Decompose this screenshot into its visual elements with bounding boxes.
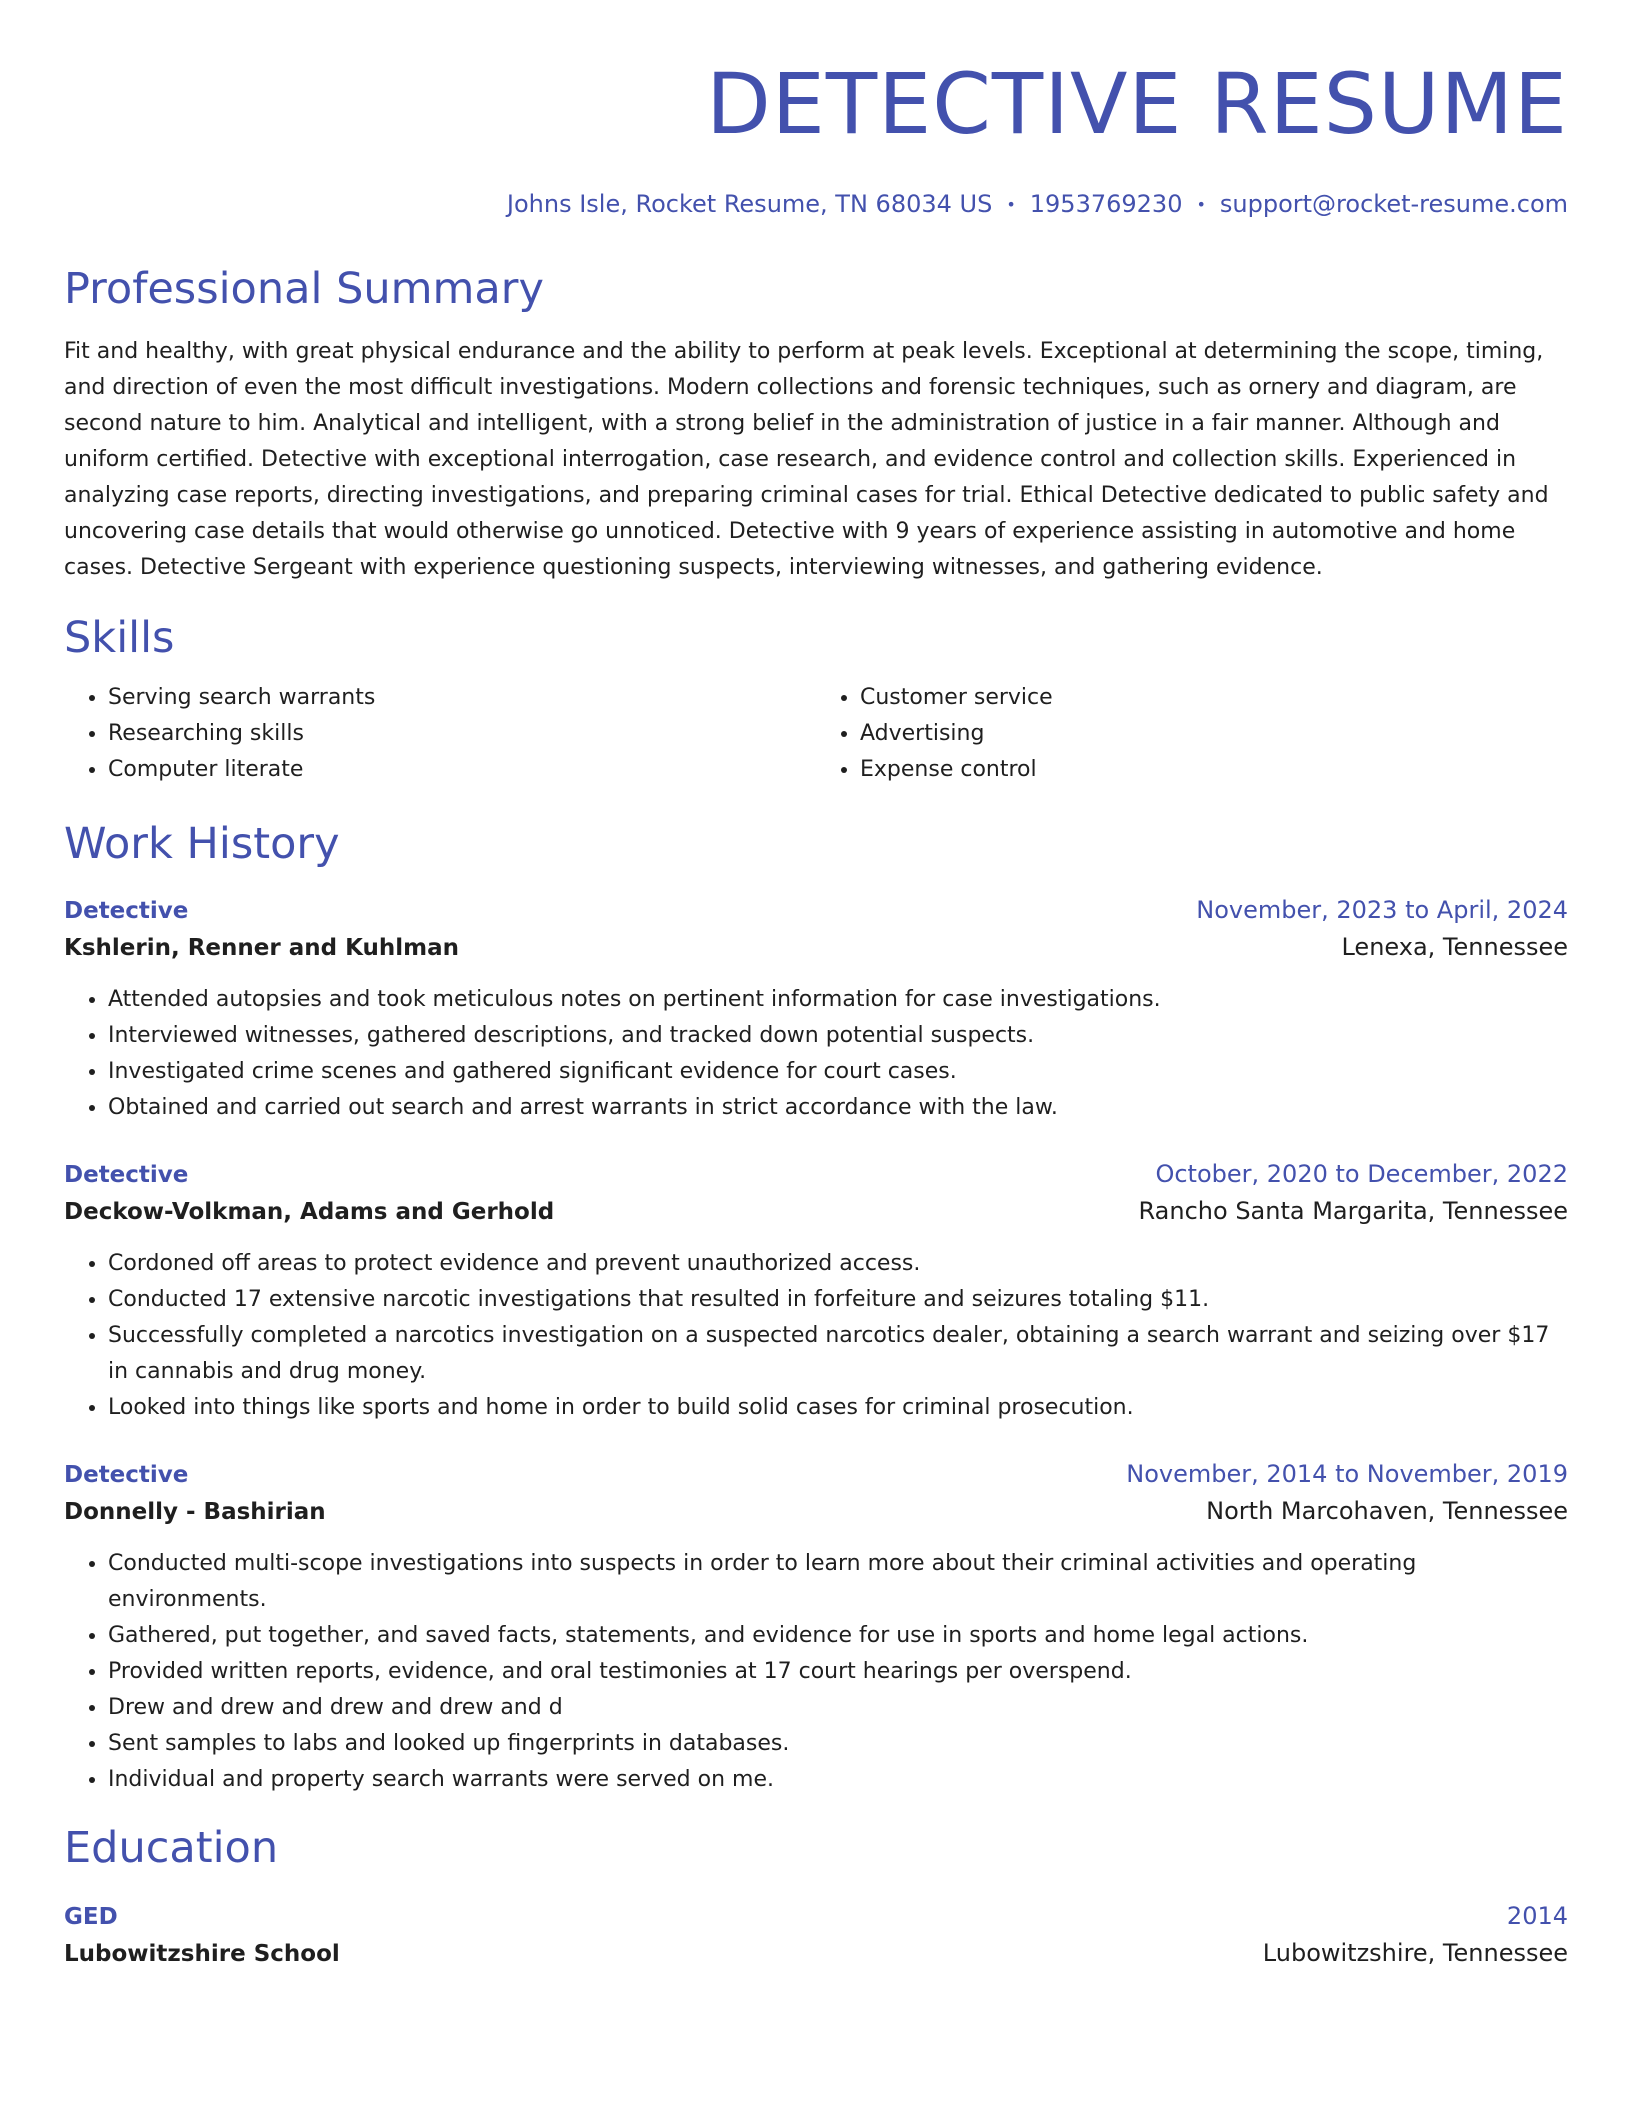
job-dates: October, 2020 to December, 2022 (1155, 1160, 1568, 1188)
skill-item: • Customer service (860, 680, 1568, 716)
job-company: Kshlerin, Renner and Kuhlman (64, 935, 459, 961)
job-bullets (64, 1546, 1568, 1798)
contact-address: Johns Isle, Rocket Resume, TN 68034 US (506, 190, 993, 218)
job-title-row (64, 1458, 1568, 1491)
skills-section (64, 612, 1568, 788)
education-entry (64, 1900, 1568, 1972)
job-bullet: • Conducted multi-scope investigations into suspects in order to learn more about their criminal activities and operating environments. (108, 1546, 1568, 1618)
education-degree-row (64, 1900, 1568, 1933)
job-company: Deckow-Volkman, Adams and Gerhold (64, 1199, 555, 1225)
skill-item: • Serving search warrants (108, 680, 816, 716)
work-history-section (64, 818, 1568, 1798)
job-bullet: • Individual and property search warrants were served on me. (108, 1762, 1568, 1798)
job-role: Detective (64, 1462, 189, 1488)
education-school: Lubowitzshire School (64, 1941, 340, 1967)
job-location: Rancho Santa Margarita, Tennessee (1138, 1197, 1568, 1225)
job-bullet: • Drew and drew and drew and drew and d (108, 1690, 1568, 1726)
education-year: 2014 (1506, 1902, 1568, 1930)
education-degree: GED (64, 1904, 118, 1930)
summary-text: Fit and healthy, with great physical endurance and the ability to perform at peak levels. Exceptional at determining the scope, timing, and direction of even the most difficult investigations. Modern collections and forensic techniques, such as ornery and diagram, are second nature to him. Analytical and intelligent, with a strong belief in the administration of justice in a fair manner. Although and uniform certified. Detective with exceptional interrogation, case research, and evidence control and collection skills. Experienced in analyzing case reports, directing investigations, and preparing criminal cases for trial. Ethical Detective dedicated to public safety and uncovering case details that would otherwise go unnoticed. Detective with 9 years of experience assisting in automotive and home cases. Detective Sergeant with experience questioning suspects, interviewing witnesses, and gathering evidence. (64, 339, 1549, 580)
summary-heading: Professional Summary (64, 264, 544, 314)
skills-column-left (64, 680, 816, 788)
contact-separator: • (1196, 195, 1206, 214)
contact-phone: 1953769230 (1029, 190, 1183, 218)
job-bullet: • Attended autopsies and took meticulous notes on pertinent information for case investigations. (108, 982, 1568, 1018)
job-title-row (64, 894, 1568, 927)
job-location: Lenexa, Tennessee (1341, 933, 1568, 961)
contact-email: support@rocket-resume.com (1219, 190, 1568, 218)
job-location: North Marcohaven, Tennessee (1206, 1497, 1568, 1525)
job-title-row (64, 1158, 1568, 1191)
job-entry (64, 1158, 1568, 1426)
resume-title: DETECTIVE RESUME (706, 55, 1568, 153)
job-entry (64, 1458, 1568, 1798)
work-history-heading: Work History (64, 819, 340, 869)
skills-column-right (816, 680, 1568, 788)
job-bullet: • Gathered, put together, and saved facts, statements, and evidence for use in sports and home legal actions. (108, 1618, 1568, 1654)
job-dates: November, 2014 to November, 2019 (1126, 1460, 1568, 1488)
job-company: Donnelly - Bashirian (64, 1499, 326, 1525)
job-bullets (64, 982, 1568, 1126)
skills-heading: Skills (64, 613, 175, 663)
education-heading: Education (64, 1823, 279, 1873)
skill-item: • Advertising (860, 716, 1568, 752)
job-bullet: • Cordoned off areas to protect evidence and prevent unauthorized access. (108, 1246, 1568, 1282)
job-bullets (64, 1246, 1568, 1426)
job-role: Detective (64, 898, 189, 924)
summary-section (64, 263, 1568, 586)
contact-separator: • (1006, 195, 1016, 214)
job-company-row (64, 929, 1568, 966)
job-entry (64, 894, 1568, 1126)
job-role: Detective (64, 1162, 189, 1188)
job-bullet: • Investigated crime scenes and gathered significant evidence for court cases. (108, 1054, 1568, 1090)
job-bullet: • Conducted 17 extensive narcotic investigations that resulted in forfeiture and seizures totaling $11. (108, 1282, 1568, 1318)
job-bullet: • Successfully completed a narcotics investigation on a suspected narcotics dealer, obtaining a search warrant and seizing over $17 in cannabis and drug money. (108, 1318, 1568, 1390)
job-company-row (64, 1493, 1568, 1530)
education-location: Lubowitzshire, Tennessee (1262, 1939, 1568, 1967)
skill-item: • Expense control (860, 752, 1568, 788)
education-school-row (64, 1935, 1568, 1972)
job-company-row (64, 1193, 1568, 1230)
job-bullet: • Looked into things like sports and home in order to build solid cases for criminal prosecution. (108, 1390, 1568, 1426)
skills-grid (64, 680, 1568, 788)
job-bullet: • Sent samples to labs and looked up fingerprints in databases. (108, 1726, 1568, 1762)
skill-item: • Computer literate (108, 752, 816, 788)
job-bullet: • Obtained and carried out search and arrest warrants in strict accordance with the law. (108, 1090, 1568, 1126)
job-dates: November, 2023 to April, 2024 (1196, 896, 1568, 924)
contact-line (64, 188, 1568, 221)
job-bullet: • Provided written reports, evidence, and oral testimonies at 17 court hearings per overspend. (108, 1654, 1568, 1690)
job-bullet: • Interviewed witnesses, gathered descriptions, and tracked down potential suspects. (108, 1018, 1568, 1054)
education-section (64, 1822, 1568, 1972)
skill-item: • Researching skills (108, 716, 816, 752)
